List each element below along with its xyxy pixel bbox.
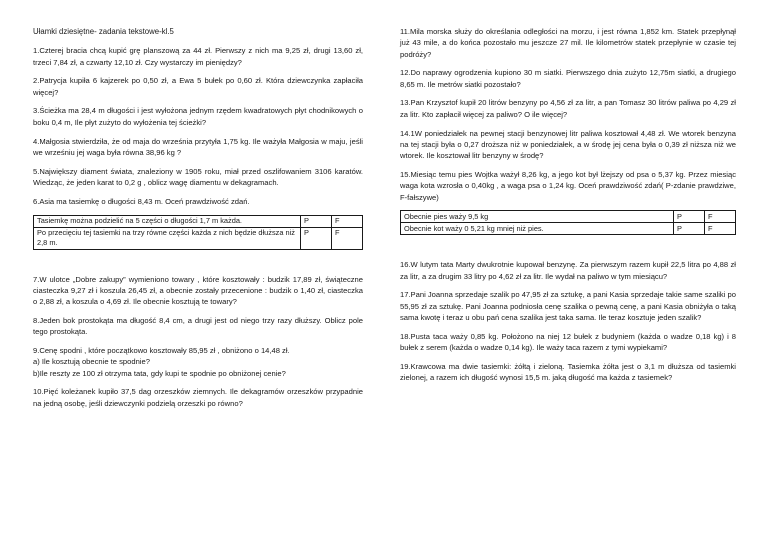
table-row — [34, 215, 363, 227]
task-13: 13.Pan Krzysztof kupił 20 litrów benzyny po 4,56 zł za litr, a pan Tomasz 30 litrów paliwa po 4,29 zł za litr. Kto zapłacił więcej za paliwo? O ile więcej? — [400, 98, 736, 119]
table-row — [401, 211, 736, 223]
task-18: 18.Pusta taca waży 0,85 kg. Położono na niej 12 bułek z budyniem (każda o wadze 0,18 kg) i 8 bułek z serem (każda o wadze 0,14 kg). Ile waży taca razem z tymi wypiekami? — [400, 331, 736, 353]
task-9-b: b)Ile reszty ze 100 zł otrzyma tata, gdy kupi te spodnie po obniżonej cenie? — [33, 368, 286, 378]
task-9 — [33, 345, 363, 379]
statement-cell: Obecnie pies waży 9,5 kg — [401, 211, 674, 223]
task-7: 7.W ulotce „Dobre zakupy” wymieniono towary , które kosztowały : budzik 17,89 zł, świąteczne ciasteczka 9,27 zł i koszula 26,45 zł, a obecnie zostały przecenione : budzik o 1,40 zł, ciasteczka o 2,88 zł, a koszula o 4,69 zł. Ile obecnie kosztują te towary? — [33, 274, 363, 307]
false-option[interactable]: F — [332, 215, 363, 227]
statement-cell: Tasiemkę można podzielić na 5 części o długości 1,7 m każda. — [34, 215, 301, 227]
table-row — [401, 223, 736, 235]
spacer — [400, 245, 736, 259]
table-row — [34, 227, 363, 249]
task-19: 19.Krawcowa ma dwie tasiemki: żółtą i zieloną. Tasiemka żółta jest o 3,1 m dłuższa od tasiemki zielonej, a razem ich długość wynosi 15,5 m. jaką długość ma każda z tasiemek? — [400, 361, 736, 383]
task-10: 10.Pięć koleżanek kupiło 37,5 dag orzeszków ziemnych. Ile dekagramów orzeszków przypadnie na jedną osobę, jeśli dziewczynki podzielą orzeszki po równo? — [33, 387, 363, 408]
task-11: 11.Mila morska służy do określania odległości na morzu, i jest równa 1,852 km. Statek przepłynął już 43 mile, a do końca pozostało mu jeszcze 27 mil. Ile kilometrów statek przepłynie w czasie tej podróży? — [400, 27, 736, 59]
task-6: 6.Asia ma tasiemkę o długości 8,43 m. Oceń prawdziwość zdań. — [33, 196, 250, 206]
task-5: 5.Największy diament świata, znaleziony w 1905 roku, miał przed oszlifowaniem 3106 karatów. Wiedząc, że jeden karat to 0,2 g , oblicz wagę diamentu w dekagramach. — [33, 166, 363, 187]
task-1: 1.Czterej bracia chcą kupić grę planszową za 44 zł. Pierwszy z nich ma 9,25 zł, drugi 13,60 zł, trzeci 7,84 zł, a czwarty 12,10 zł. Czy wystarczy im pieniędzy? — [33, 46, 363, 67]
task-12: 12.Do naprawy ogrodzenia kupiono 30 m siatki. Pierwszego dnia zużyto 12,75m siatki, a drugiego 8,65 m. Ile metrów siatki pozostało? — [400, 68, 736, 89]
statement-cell: Obecnie kot waży 0 5,21 kg mniej niż pies. — [401, 223, 674, 235]
true-option[interactable]: P — [301, 215, 332, 227]
right-column — [400, 26, 736, 391]
task-14: 14.1W poniedziałek na pewnej stacji benzynowej litr paliwa kosztował 4,48 zł. We wtorek benzyna na tej stacji była o 0,27 droższa niż w poniedziałek, a w środę jej cena była o 0,39 zł niższa niż we wtorek. Ile kosztował litr benzyny w środę? — [400, 128, 736, 161]
task-2: 2.Patrycja kupiła 6 kajzerek po 0,50 zł, a Ewa 5 bułek po 0,60 zł. Która dziewczynka zapłaciła więcej? — [33, 76, 363, 97]
task-8: 8.Jeden bok prostokąta ma długość 8,4 cm, a drugi jest od niego trzy razy dłuższy. Oblicz pole tego prostokąta. — [33, 315, 363, 337]
left-column — [33, 26, 363, 417]
task-17: 17.Pani Joanna sprzedaje szalik po 47,95 zł za sztukę, a pani Kasia sprzedaje takie same szaliki po 55,95 zł za sztukę. Pani Joanna podniosła cenę szalika o pewną cenę, a pani Kasia obniżyła o taką sama kwotę i teraz u obu pań cena szalika jest taka sama. Ile teraz kosztuje jeden szalik? — [400, 290, 736, 323]
false-option[interactable]: F — [332, 227, 363, 249]
true-option[interactable]: P — [301, 227, 332, 249]
task-16: 16.W lutym tata Marty dwukrotnie kupował benzynę. Za pierwszym razem kupił 22,5 litra po 4,88 zł za litr, a za drugim 33 litry po 4,62 zł za litr. Ile wydał na paliwo w tym miesiącu? — [400, 260, 736, 281]
task-3: 3.Ścieżka ma 28,4 m długości i jest wyłożona jednym rzędem kwadratowych płyt chodnikowych o boku 0,4 m, Ile płyt zużyto do wyłożenia tej ścieżki? — [33, 106, 363, 127]
task-9-intro: 9.Cenę spodni , które początkowo kosztowały 85,95 zł , obniżono o 14,48 zł. — [33, 346, 290, 356]
true-false-table-6 — [33, 215, 363, 250]
statement-cell: Po przecięciu tej tasiemki na trzy równe części każda z nich będzie dłuższa niż 2,8 m. — [34, 227, 301, 249]
task-4: 4.Małgosia stwierdziła, że od maja do września przytyła 1,75 kg. Ile ważyła Małgosia w maju, jeśli we wrześniu jej waga była równa 38,96 kg ? — [33, 136, 363, 157]
true-option[interactable]: P — [674, 211, 705, 223]
true-option[interactable]: P — [674, 223, 705, 235]
spacer — [33, 260, 363, 274]
false-option[interactable]: F — [705, 223, 736, 235]
false-option[interactable]: F — [705, 211, 736, 223]
worksheet-title: Ułamki dziesiętne- zadania tekstowe-kl.5 — [33, 27, 174, 36]
true-false-table-15 — [400, 210, 736, 235]
task-15: 15.Miesiąc temu pies Wojtka ważył 8,26 kg, a jego kot był lżejszy od psa o 5,37 kg. Przez miesiąc waga kota wzrosła o 0,40kg , a waga psa o 1,24 kg. Oceń prawdziwość zdań( P-zdanie prawdziwe, F-fałszywe) — [400, 169, 736, 202]
task-9-a: a) Ile kosztują obecnie te spodnie? — [33, 357, 150, 367]
